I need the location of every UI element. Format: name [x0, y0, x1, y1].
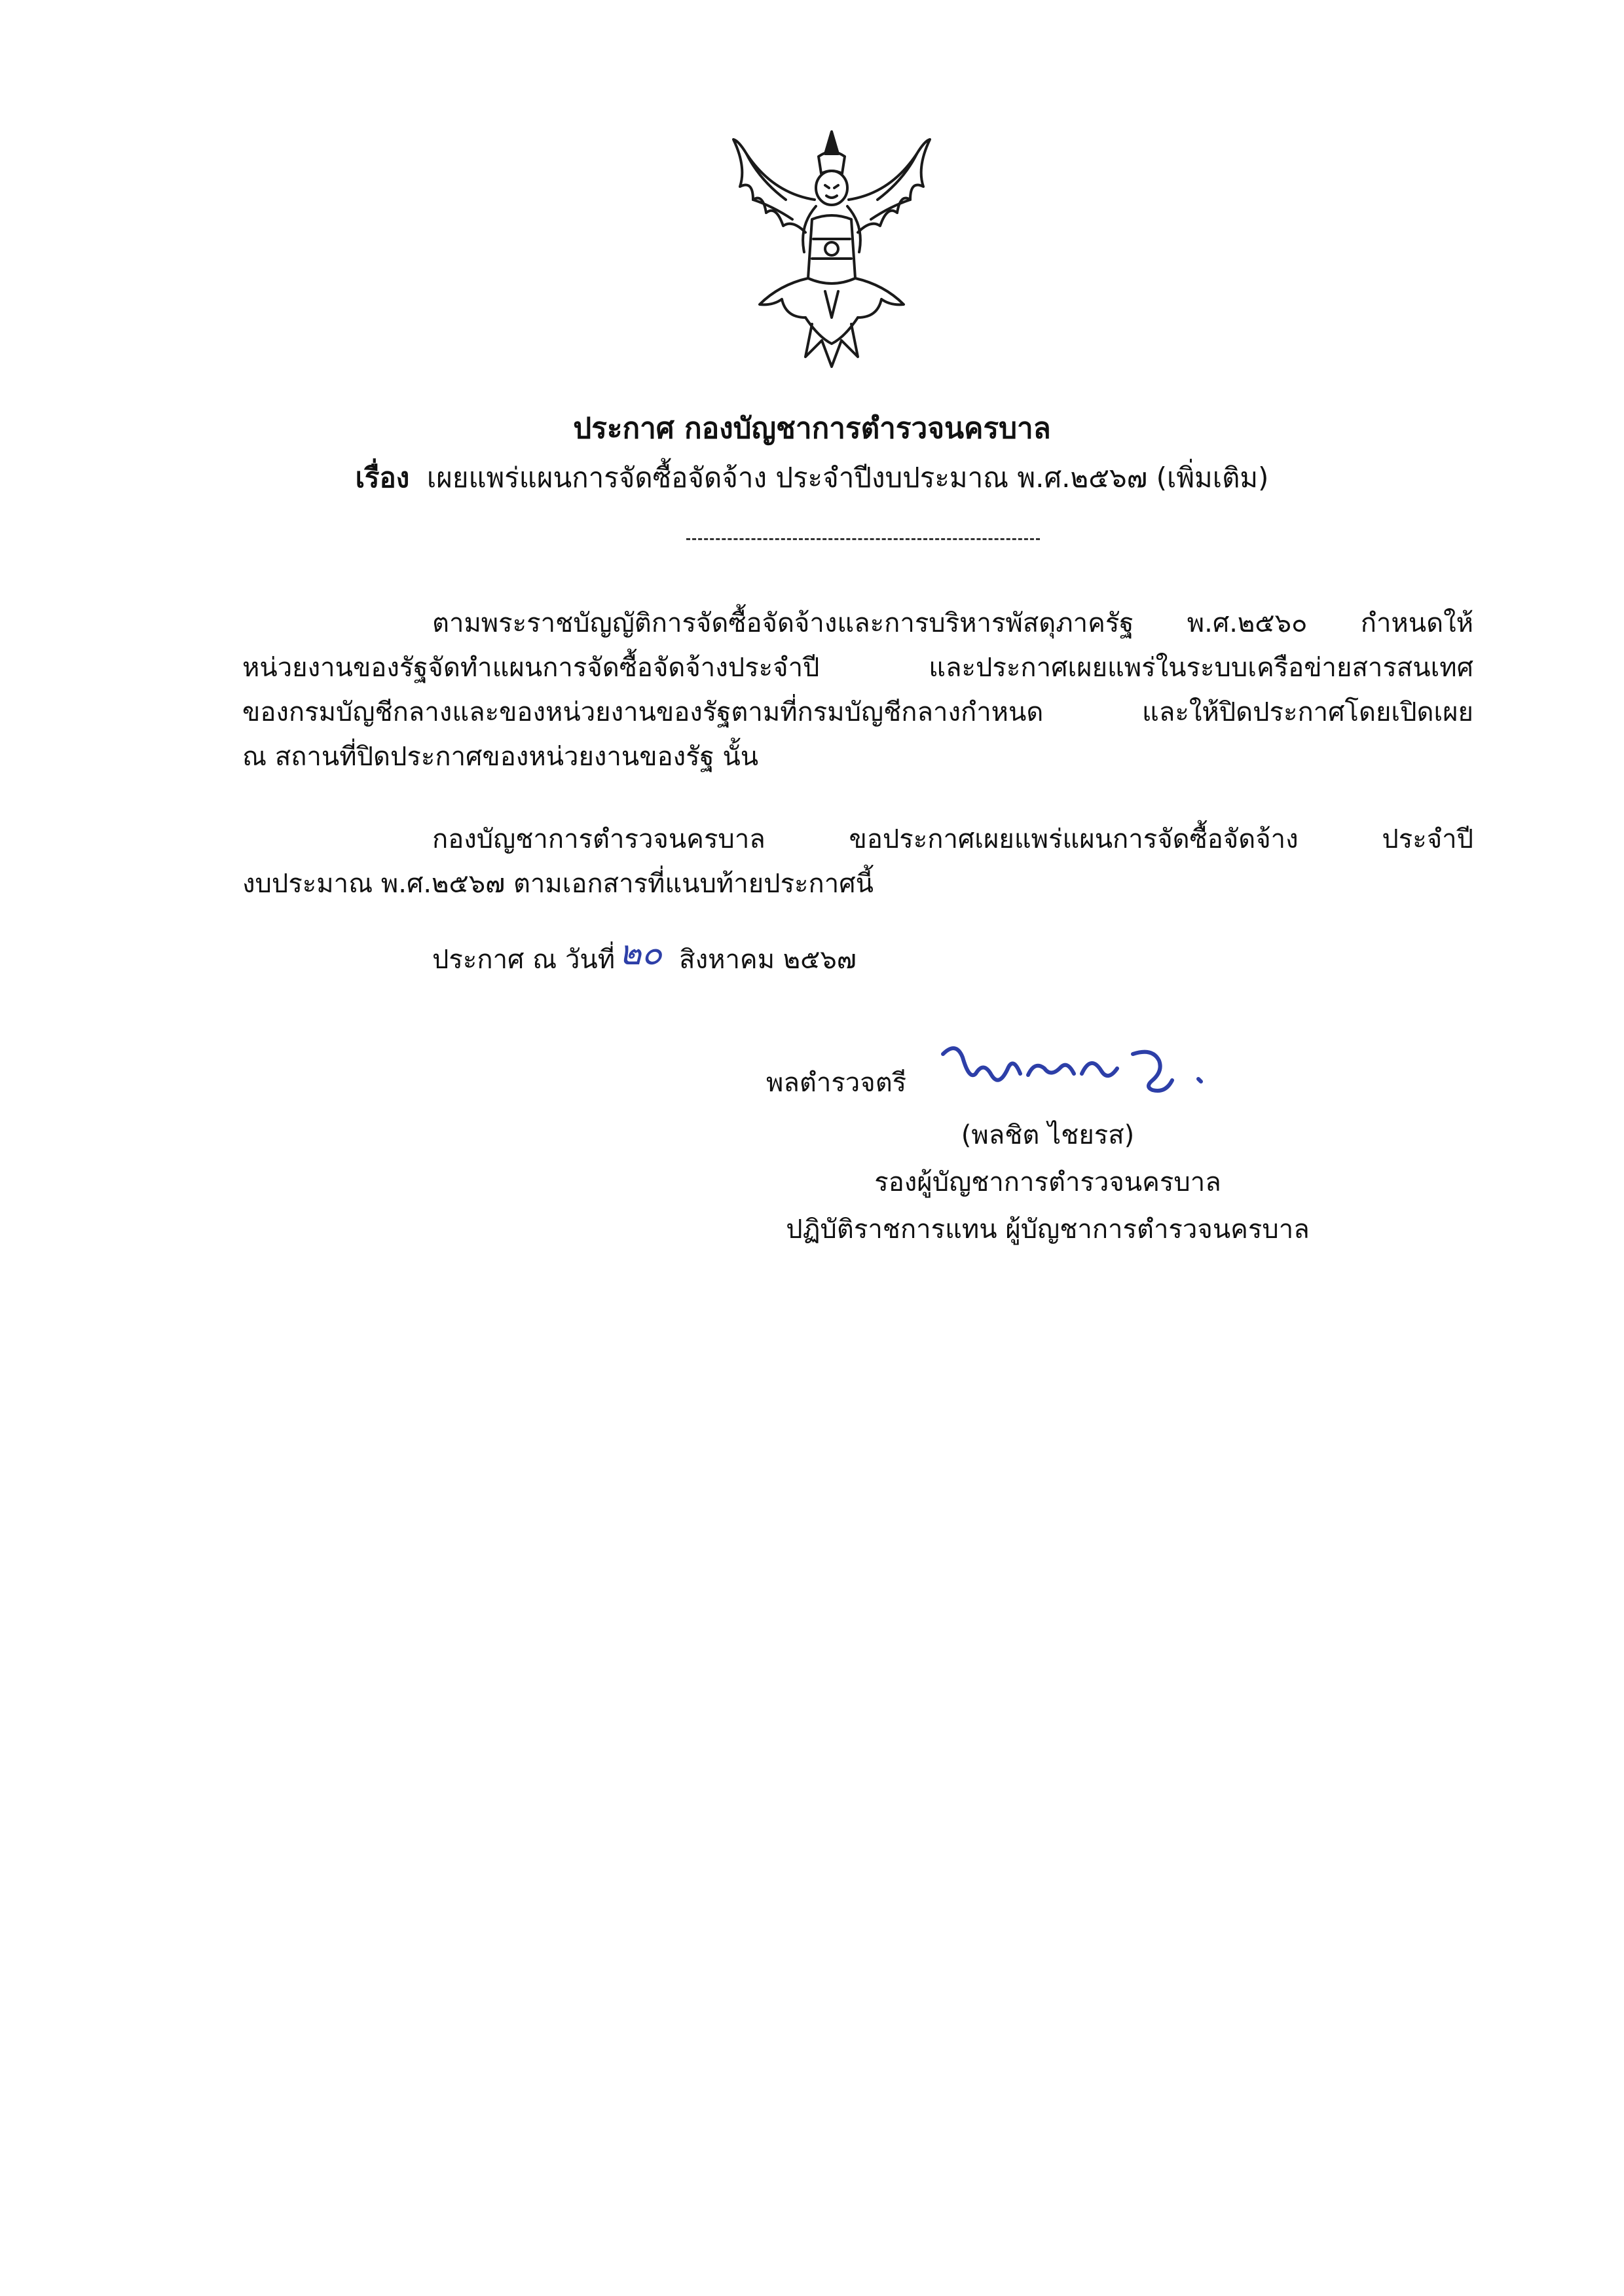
paragraph-line: หน่วยงานของรัฐจัดทำแผนการจัดซื้อจัดจ้างประจำปี และประกาศเผยแพร่ในระบบเครือข่ายสารสนเทศ: [242, 653, 1473, 683]
signer-rank: พลตำรวจตรี: [766, 1068, 907, 1098]
paragraph-line: กองบัญชาการตำรวจนครบาล ขอประกาศเผยแพร่แผนการจัดซื้อจัดจ้าง ประจำปี: [432, 824, 1473, 854]
subject-text: เผยแพร่แผนการจัดซื้อจัดจ้าง ประจำปีงบประมาณ พ.ศ.๒๕๖๗ (เพิ่มเติม): [426, 462, 1269, 494]
announcement-date: [432, 935, 857, 982]
paragraph-line: ตามพระราชบัญญัติการจัดซื้อจัดจ้างและการบริหารพัสดุภาครัฐ พ.ศ.๒๕๖๐ กำหนดให้: [432, 608, 1473, 638]
signer-position: รองผู้บัญชาการตำรวจนครบาล: [874, 1167, 1221, 1197]
paragraph-line: ณ สถานที่ปิดประกาศของหน่วยงานของรัฐ นั้น: [242, 742, 759, 772]
date-day-handwritten: ๒๐: [619, 934, 663, 973]
garuda-emblem-icon: [727, 128, 936, 370]
date-prefix: ประกาศ ณ วันที่: [432, 945, 616, 975]
signer-name: (พลชิต ไชยรส): [961, 1120, 1135, 1150]
handwritten-signature: [936, 1028, 1225, 1100]
paragraph-line: ของกรมบัญชีกลางและของหน่วยงานของรัฐตามที่กรมบัญชีกลางกำหนด และให้ปิดประกาศโดยเปิดเผย: [242, 697, 1473, 727]
signer-acting-role: ปฏิบัติราชการแทน ผู้บัญชาการตำรวจนครบาล: [786, 1214, 1310, 1245]
announcement-title: ประกาศ กองบัญชาการตำรวจนครบาล: [573, 412, 1051, 445]
date-suffix: สิงหาคม ๒๕๖๗: [679, 945, 857, 975]
paragraph-line: งบประมาณ พ.ศ.๒๕๖๗ ตามเอกสารที่แนบท้ายประกาศนี้: [242, 869, 874, 899]
announcement-subject: [0, 458, 1624, 498]
body-paragraph-2: [242, 817, 1473, 906]
section-divider: [686, 538, 1040, 540]
body-paragraph-1: [242, 601, 1473, 779]
subject-label: เรื่อง: [355, 462, 410, 494]
